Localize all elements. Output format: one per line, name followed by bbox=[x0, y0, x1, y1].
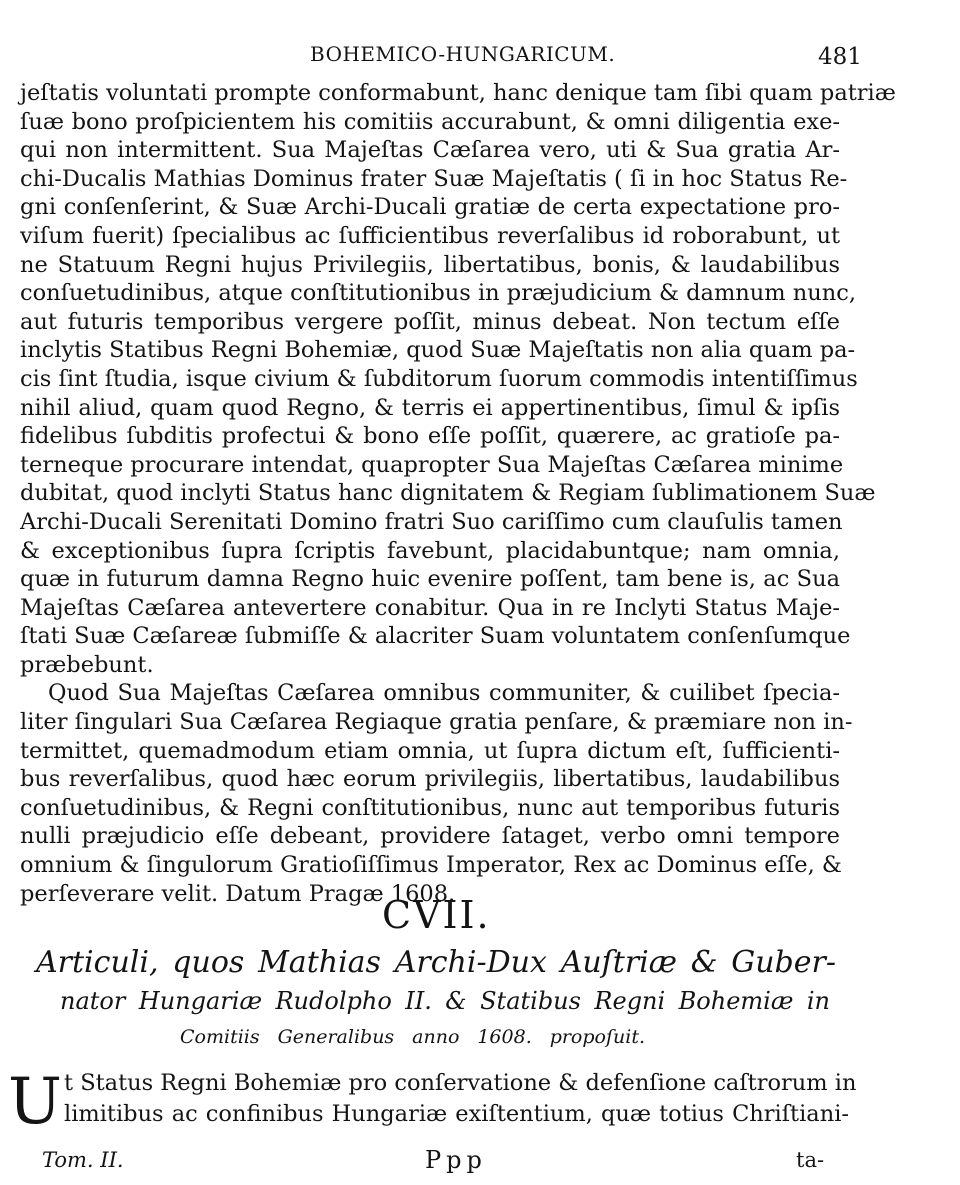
drop-cap: U bbox=[8, 1065, 62, 1139]
text-line: terneque procurare intendat, quapropter Sua Majeſtas Cæſarea minime bbox=[20, 451, 844, 478]
text-line: omnium & ſingulorum Gratioſiſſimus Imperator, Rex ac Dominus eſſe, & bbox=[20, 852, 842, 879]
text-line: ſtati Suæ Cæſareæ ſubmiſſe & alacriter Suam voluntatem conſenſumque bbox=[20, 623, 851, 650]
paragraph-1 bbox=[20, 79, 896, 679]
text-line: aut futuris temporibus vergere poſſit, minus debeat. Non tectum eſſe bbox=[20, 308, 840, 335]
text-line: inclytis Statibus Regni Bohemiæ, quod Suæ Majeſtatis non alia quam pa- bbox=[20, 337, 856, 364]
text-line: conſuetudinibus, atque conſtitutionibus in præjudicium & damnum nunc, bbox=[20, 280, 856, 307]
text-line: ſuæ bono proſpicientem his comitiis accurabunt, & omni diligentia exe- bbox=[20, 108, 840, 135]
body-text bbox=[20, 79, 896, 908]
text-line: cis ſint ſtudia, isque civium & ſubditorum ſuorum commodis intentiſſimus bbox=[20, 365, 858, 392]
volume-label: Tom. II. bbox=[42, 1148, 124, 1172]
text-line: perſeverare velit. Datum Pragæ 1608. bbox=[20, 880, 456, 907]
text-line: fidelibus ſubditis profectui & bono eſſe poſſit, quærere, ac gratioſe pa- bbox=[20, 423, 840, 450]
text-line: chi-Ducalis Mathias Dominus frater Suæ Majeſtatis ( ſi in hoc Status Re- bbox=[20, 165, 848, 192]
text-line: & exceptionibus ſupra ſcriptis favebunt, placidabuntque; nam omnia, bbox=[20, 537, 840, 564]
title-line-3: Comitiis Generalibus anno 1608. propoſuit. bbox=[180, 1026, 645, 1048]
running-head: BOHEMICO-HUNGARICUM. bbox=[310, 42, 616, 66]
text-line: gni conſenſerint, & Suæ Archi-Ducali gratiæ de certa expectatione pro- bbox=[20, 194, 840, 221]
text-line: liter ſingulari Sua Cæſarea Regiaque gratia penſare, & præmiare non in- bbox=[20, 709, 853, 736]
page-number: 481 bbox=[818, 44, 862, 70]
text-line: ne Statuum Regni hujus Privilegiis, libertatibus, bonis, & laudabilibus bbox=[20, 251, 840, 278]
title-line-2: nator Hungariæ Rudolpho II. & Statibus Regni Bohemiæ in bbox=[60, 987, 830, 1015]
paragraph-2 bbox=[20, 679, 853, 908]
text-line: Majeſtas Cæſarea antevertere conabitur. Qua in re Inclyti Status Maje- bbox=[20, 594, 840, 621]
text-line: Quod Sua Majeſtas Cæſarea omnibus communiter, & cuilibet ſpecia- bbox=[48, 680, 840, 707]
opening-line-1: t Status Regni Bohemiæ pro conſervatione & defenſione caſtrorum in bbox=[64, 1070, 857, 1096]
text-line: viſum fuerit) ſpecialibus ac ſufficientibus reverſalibus id roborabunt, ut bbox=[20, 222, 840, 249]
text-line: bus reverſalibus, quod hæc eorum privilegiis, libertatibus, laudabilibus bbox=[20, 766, 840, 793]
opening-line-2: limitibus ac confinibus Hungariæ exiſtentium, quæ totius Chriſtiani- bbox=[64, 1101, 849, 1127]
text-line: jeſtatis voluntati prompte conformabunt, hanc denique tam ſibi quam patriæ bbox=[20, 80, 896, 106]
text-line: præbebunt. bbox=[20, 651, 154, 678]
text-line: nulli præjudicio eſſe debeant, providere ſataget, verbo omni tempore bbox=[20, 823, 840, 850]
text-line: quæ in futurum damna Regno huic evenire poſſent, tam bene is, ac Sua bbox=[20, 566, 840, 593]
text-line: qui non intermittent. Sua Majeſtas Cæſarea vero, uti & Sua gratia Ar- bbox=[20, 137, 840, 164]
text-line: Archi-Ducali Serenitati Domino fratri Suo cariſſimo cum clauſulis tamen bbox=[20, 508, 843, 535]
text-line: nihil aliud, quam quod Regno, & terris ei appertinentibus, ſimul & ipſis bbox=[20, 394, 840, 421]
document-number: CVII. bbox=[382, 893, 491, 937]
text-line: termittet, quemadmodum etiam omnia, ut ſupra dictum eſt, ſufficienti- bbox=[20, 737, 840, 764]
title-line-1: Articuli, quos Mathias Archi-Dux Auſtriæ & Guber- bbox=[36, 945, 836, 980]
signature-mark: Ppp bbox=[425, 1146, 487, 1174]
catchword: ta- bbox=[796, 1148, 825, 1172]
text-line: conſuetudinibus, & Regni conſtitutionibus, nunc aut temporibus futuris bbox=[20, 794, 840, 821]
text-line: dubitat, quod inclyti Status hanc dignitatem & Regiam ſublimationem Suæ bbox=[20, 480, 876, 507]
